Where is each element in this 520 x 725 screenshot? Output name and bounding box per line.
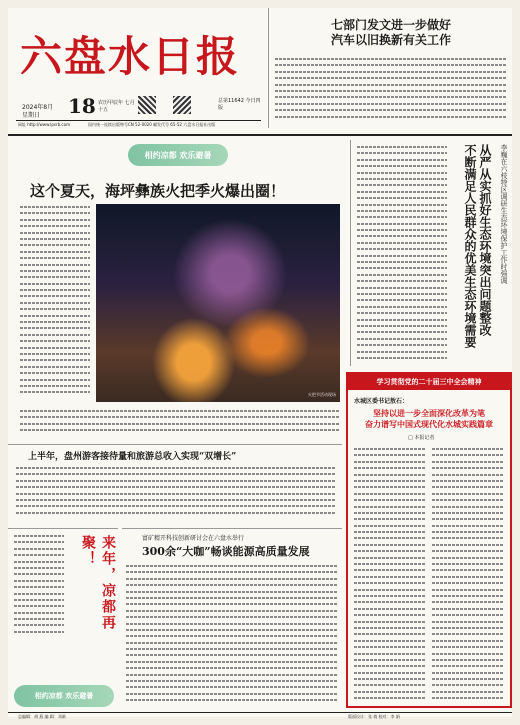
masthead [8,8,263,128]
lunar-date: 农历甲辰年 七月十五 [98,100,135,113]
commentary-body [357,144,447,362]
lead-banner-text: 相约凉都 欢乐避暑 [144,150,212,160]
lead-body-bottom [20,408,340,438]
plenum-byline: □ 本报记者 [408,435,435,441]
top-story [268,8,512,128]
promo-body [14,533,64,643]
commentary [350,140,512,366]
coal-kicker: 富矿精开科技创新研讨会在六盘水举行 [142,535,245,542]
promo-banner [14,685,114,707]
coal-story [122,528,342,712]
plenum-banner: 学习贯彻党的二十届三中全会精神 [348,374,510,390]
photo-caption: 火把节活动现场 [308,392,336,397]
issue-date: 2024年8月 [22,104,54,111]
plenum-title[interactable]: 坚持以进一步全面深化改革为笔 奋力谱写中国式现代化水城实践篇章 [365,408,493,429]
lead-banner [128,144,228,166]
lead-story [8,140,346,440]
tourism-story [8,444,342,522]
newspaper-page [8,8,512,717]
masthead-logo: 六盘水日报 [20,32,241,81]
coal-title[interactable]: 300余“大咖”畅谈能源高质量发展 [142,545,310,558]
torch-festival-photo [96,204,340,402]
tourism-title[interactable]: 上半年，盘州游客接待量和旅游总收入实现“双增长” [28,452,237,462]
issue-number: 总第11642 今日四版 [218,98,261,111]
lead-body-col1 [20,204,90,404]
publication-code: 国内统一连续出版物号CN 52-0020 邮发代号 65-52 六盘水日报社出版 [88,122,216,127]
promo-banner-text: 相约凉都 欢乐避暑 [34,691,94,700]
commentary-subtitle: 李巍在六枝特区调研生态环境保护工作时强调 [500,144,508,284]
footer-right: 版面设计：张 倩 校对：李 娟 [348,714,400,719]
issue-day: 18 [68,94,96,118]
issue-weekday: 星期日 [22,112,41,119]
plenum-column: 水城区委书记敖石： [354,398,409,405]
lead-title[interactable]: 这个夏天，海坪彝族火把季火爆出圈！ [30,182,286,200]
plenum-body [354,446,426,704]
plenum-section [346,372,512,708]
qr-code [138,96,156,114]
commentary-title[interactable]: 从严从实抓好生态环境突出问题整改 不断满足人民群众的优美生态环境需要 [463,144,492,348]
website: 网址 http://www.lpsrb.com [18,122,70,127]
footer-left: 总编辑：胡 燕 编 辑：邓新 [18,714,66,719]
plenum-body-col2 [432,446,504,704]
qr-code [173,96,191,114]
top-story-title[interactable]: 七部门发文进一步做好 汽车以旧换新有关工作 [330,18,451,47]
promo-title: 来年，凉都再聚！ [80,535,116,631]
coal-body [126,563,338,709]
top-story-body [275,56,507,124]
promo-column [8,528,118,712]
tourism-body [16,465,336,519]
